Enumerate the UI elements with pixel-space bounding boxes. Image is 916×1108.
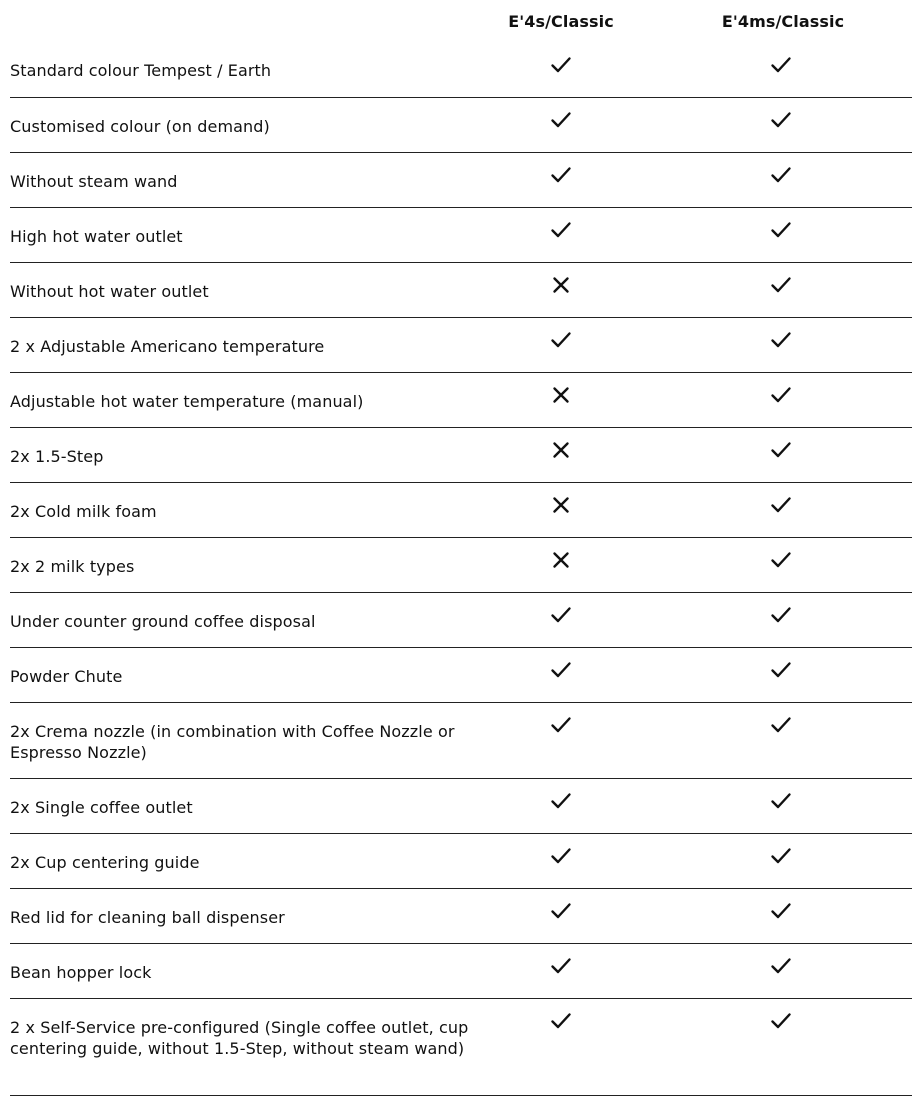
feature-label: Without hot water outlet — [10, 282, 209, 301]
column-header-e4s-classic: E'4s/Classic — [508, 12, 614, 31]
table-row — [10, 43, 912, 98]
table-row — [10, 593, 912, 648]
feature-label: Standard colour Tempest / Earth — [10, 61, 272, 80]
table-row — [10, 263, 912, 318]
feature-label: Red lid for cleaning ball dispenser — [10, 908, 285, 927]
check-icon — [769, 844, 793, 868]
feature-comparison-table — [10, 0, 912, 1096]
feature-label: Under counter ground coffee disposal — [10, 612, 316, 631]
feature-label: 2x Crema nozzle (in combination with Coffee Nozzle or Espresso Nozzle) — [10, 722, 455, 762]
check-icon — [769, 548, 793, 572]
table-row — [10, 428, 912, 483]
check-icon — [769, 713, 793, 737]
check-icon — [549, 789, 573, 813]
table-row — [10, 538, 912, 593]
feature-label: High hot water outlet — [10, 227, 183, 246]
check-icon — [769, 954, 793, 978]
table-row — [10, 648, 912, 703]
table-row — [10, 208, 912, 263]
feature-label: Without steam wand — [10, 172, 178, 191]
check-icon — [769, 218, 793, 242]
table-row — [10, 834, 912, 889]
check-icon — [549, 658, 573, 682]
table-row — [10, 153, 912, 208]
check-icon — [549, 53, 573, 77]
check-icon — [769, 493, 793, 517]
check-icon — [769, 603, 793, 627]
feature-label: Bean hopper lock — [10, 963, 152, 982]
check-icon — [549, 844, 573, 868]
table-body — [10, 43, 912, 1096]
cross-icon — [549, 438, 573, 462]
check-icon — [769, 53, 793, 77]
cross-icon — [549, 548, 573, 572]
check-icon — [549, 328, 573, 352]
table-header — [10, 0, 912, 43]
check-icon — [769, 383, 793, 407]
table-row — [10, 889, 912, 944]
check-icon — [549, 1009, 573, 1033]
feature-label: 2 x Self-Service pre-configured (Single coffee outlet, cup centering guide, without 1.5-Step, without steam wand) — [10, 1018, 469, 1058]
table-row — [10, 999, 912, 1096]
check-icon — [549, 603, 573, 627]
feature-label: 2x Single coffee outlet — [10, 798, 193, 817]
check-icon — [769, 789, 793, 813]
check-icon — [549, 954, 573, 978]
check-icon — [769, 899, 793, 923]
table-row — [10, 318, 912, 373]
check-icon — [769, 1009, 793, 1033]
feature-label: 2x 1.5-Step — [10, 447, 104, 466]
cross-icon — [549, 493, 573, 517]
check-icon — [549, 108, 573, 132]
feature-label: Customised colour (on demand) — [10, 117, 270, 136]
table-row — [10, 483, 912, 538]
cross-icon — [549, 383, 573, 407]
table-row — [10, 944, 912, 999]
check-icon — [549, 713, 573, 737]
column-header-e4ms-classic: E'4ms/Classic — [721, 12, 845, 31]
check-icon — [769, 328, 793, 352]
check-icon — [769, 438, 793, 462]
table-row — [10, 779, 912, 834]
cross-icon — [549, 273, 573, 297]
feature-label: 2 x Adjustable Americano temperature — [10, 337, 325, 356]
feature-label: Adjustable hot water temperature (manual) — [10, 392, 364, 411]
table-row — [10, 703, 912, 779]
feature-label: 2x 2 milk types — [10, 557, 135, 576]
feature-label: 2x Cup centering guide — [10, 853, 200, 872]
table-row — [10, 98, 912, 153]
check-icon — [549, 163, 573, 187]
feature-label: Powder Chute — [10, 667, 123, 686]
feature-label: 2x Cold milk foam — [10, 502, 157, 521]
check-icon — [769, 163, 793, 187]
check-icon — [549, 218, 573, 242]
check-icon — [769, 108, 793, 132]
check-icon — [549, 899, 573, 923]
table-row — [10, 373, 912, 428]
check-icon — [769, 658, 793, 682]
check-icon — [769, 273, 793, 297]
